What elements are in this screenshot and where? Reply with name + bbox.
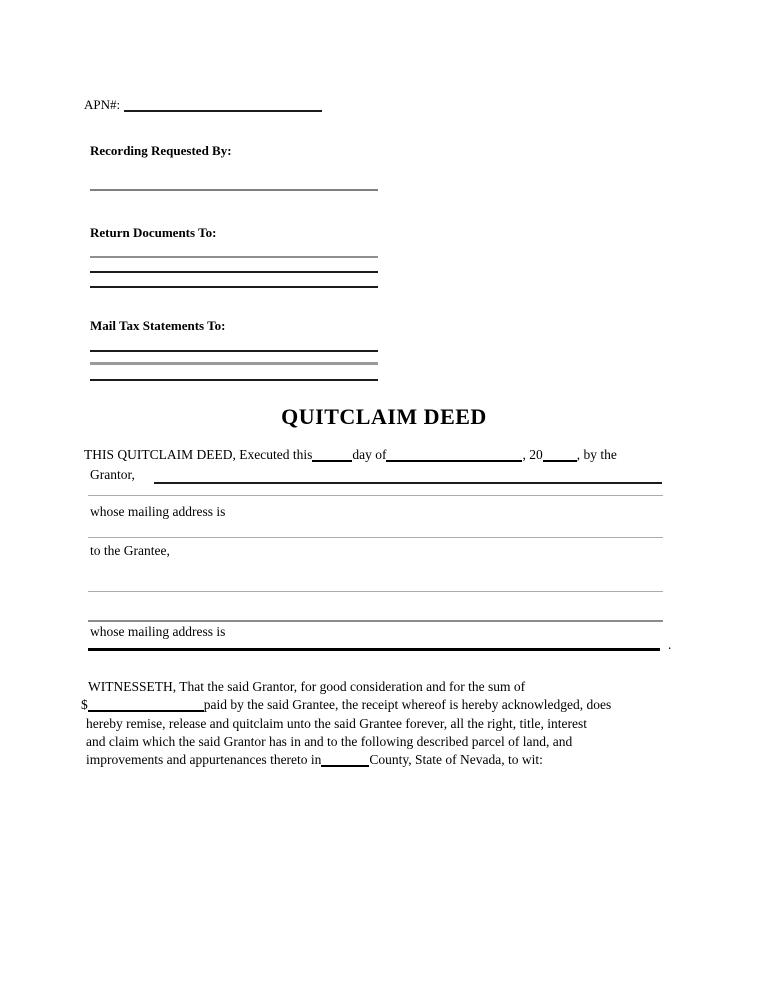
grantee-address-field-line[interactable] xyxy=(88,648,660,651)
execution-opening-text: THIS QUITCLAIM DEED, Executed this xyxy=(84,447,313,462)
mail-tax-field-line-3[interactable] xyxy=(90,379,378,381)
grantee-address-rule-top[interactable] xyxy=(88,620,663,622)
witnesseth-line-3: hereby remise, release and quitclaim unto the said Grantee forever, all the right, title, interest xyxy=(86,716,588,731)
witnesseth-line-4: and claim which the said Grantor has in and to the following described parcel of land, and xyxy=(86,734,573,749)
execution-month-field[interactable] xyxy=(386,459,522,462)
apn-label: APN#: xyxy=(84,97,121,112)
consideration-amount-field[interactable] xyxy=(88,709,204,712)
execution-day-of-text: day of xyxy=(352,447,387,462)
mail-tax-field-line-2[interactable] xyxy=(90,362,378,365)
execution-day-field[interactable] xyxy=(312,459,352,462)
witnesseth-currency-text: $ xyxy=(81,697,88,712)
return-documents-field-line-1[interactable] xyxy=(90,256,378,258)
grantor-address-rule-bottom[interactable] xyxy=(88,537,663,538)
return-documents-to-label: Return Documents To: xyxy=(90,225,217,240)
page-title: QUITCLAIM DEED xyxy=(281,404,487,429)
grantee-name-rule[interactable] xyxy=(88,591,663,592)
execution-clause-line xyxy=(84,447,617,463)
grantor-address-rule-top[interactable] xyxy=(88,495,663,496)
county-field[interactable] xyxy=(321,764,369,767)
witnesseth-line-2-text: paid by the said Grantee, the receipt whereof is hereby acknowledged, does xyxy=(203,697,612,712)
witnesseth-line-1: WITNESSETH, That the said Grantor, for good consideration and for the sum of xyxy=(88,679,526,694)
return-documents-field-line-2[interactable] xyxy=(90,271,378,273)
mail-tax-statements-to-label: Mail Tax Statements To: xyxy=(90,318,226,333)
witnesseth-line-2 xyxy=(81,697,611,713)
execution-year-prefix-text: , 20 xyxy=(522,447,543,462)
witnesseth-line-5-suffix-text: County, State of Nevada, to wit: xyxy=(369,752,543,767)
apn-field-line[interactable] xyxy=(124,110,322,112)
grantor-label: Grantor, xyxy=(90,467,135,482)
mail-tax-field-line-1[interactable] xyxy=(90,350,378,352)
grantee-clause-label: to the Grantee, xyxy=(90,543,170,558)
witnesseth-line-5 xyxy=(86,752,543,768)
grantor-mailing-address-label: whose mailing address is xyxy=(90,504,226,519)
recording-requested-by-label: Recording Requested By: xyxy=(90,143,232,158)
witnesseth-line-5-prefix-text: improvements and appurtenances thereto in xyxy=(86,752,322,767)
grantee-mailing-address-label: whose mailing address is xyxy=(90,624,226,639)
recording-requested-by-field-line[interactable] xyxy=(90,189,378,191)
execution-year-field[interactable] xyxy=(543,459,577,462)
execution-by-the-text: , by the xyxy=(576,447,617,462)
return-documents-field-line-3[interactable] xyxy=(90,286,378,288)
grantor-name-field-line[interactable] xyxy=(154,482,662,484)
trailing-period-text: . xyxy=(668,637,672,652)
